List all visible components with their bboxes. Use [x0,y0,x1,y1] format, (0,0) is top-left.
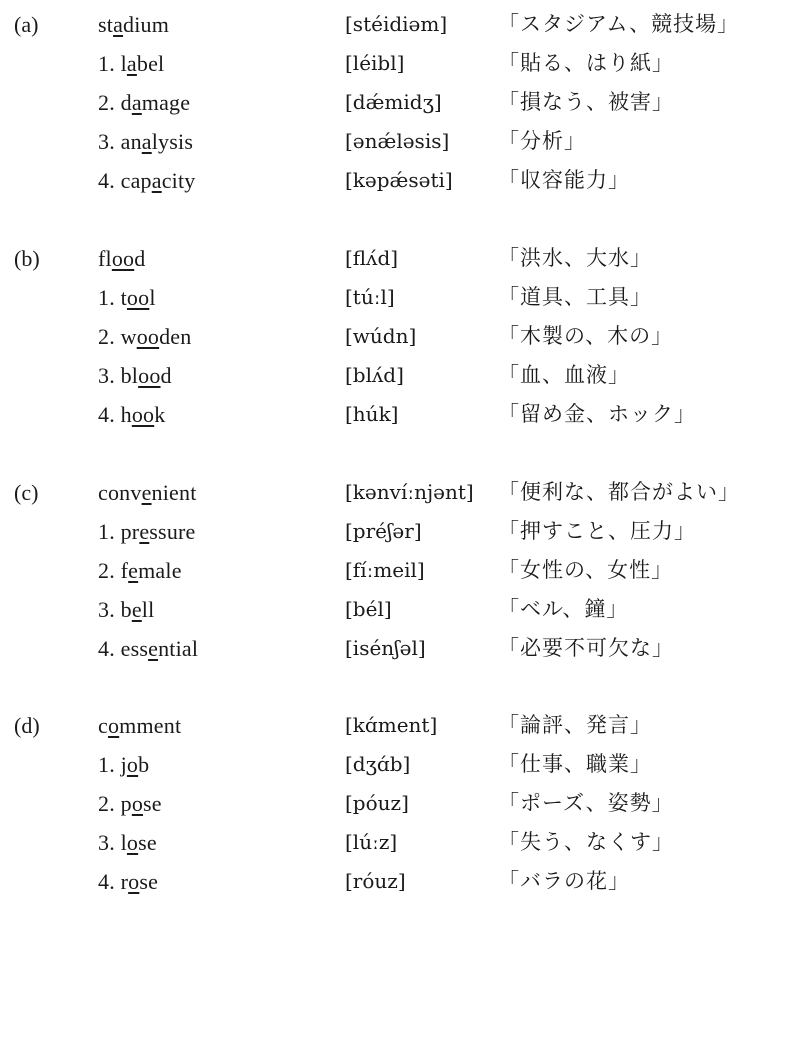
pronunciation: [blʌ́d] [345,363,404,387]
japanese-meaning: 「分析」 [498,129,586,153]
choice-word: 2. wooden [98,324,192,349]
japanese-meaning: 「押すこと、圧力」 [498,519,696,543]
choice-row [0,745,800,784]
headword: flood [98,246,146,271]
choice-row [0,551,800,590]
japanese-meaning: 「女性の、女性」 [498,558,674,582]
pronunciation: [kəpǽsəti] [345,168,453,192]
pronunciation: [húk] [345,402,399,426]
choice-row [0,83,800,122]
japanese-meaning: 「道具、工具」 [498,285,652,309]
choice-word: 3. bell [98,597,155,622]
japanese-meaning: 「洪水、大水」 [498,246,652,270]
japanese-meaning: 「失う、なくす」 [498,830,674,854]
choice-word: 1. tool [98,285,156,310]
pronunciation: [túːl] [345,285,395,309]
japanese-meaning: 「必要不可欠な」 [498,636,674,660]
japanese-meaning: 「損なう、被害」 [498,90,674,114]
choice-word: 2. female [98,558,182,583]
underlined-vowel: a [126,51,137,76]
choice-row [0,161,800,200]
underlined-vowel: a [131,90,142,115]
underlined-vowel: oo [131,402,155,427]
section-label: (a) [14,12,39,37]
headword: convenient [98,480,197,505]
underlined-vowel: e [148,636,159,661]
choice-word: 1. job [98,752,150,777]
headword-row [0,706,800,745]
choice-row [0,356,800,395]
section-d [0,706,800,901]
choice-word: 3. blood [98,363,172,388]
choice-row [0,278,800,317]
pronunciation: [dǽmidʒ] [345,90,442,114]
pronunciation: [kənvíːnjənt] [345,480,474,504]
choice-row [0,122,800,161]
choice-word: 2. pose [98,791,162,816]
pronunciation: [stéidiəm] [345,12,448,36]
underlined-vowel: e [128,558,139,583]
section-label: (b) [14,246,40,271]
choice-word: 2. damage [98,90,191,115]
japanese-meaning: 「貼る、はり紙」 [498,51,674,75]
choice-row [0,823,800,862]
choice-row [0,629,800,668]
japanese-meaning: 「便利な、都合がよい」 [498,480,740,504]
choice-row [0,590,800,629]
choice-word: 4. essential [98,636,199,661]
section-a [0,5,800,200]
underlined-vowel: oo [126,285,150,310]
headword-row [0,239,800,278]
underlined-vowel: oo [111,246,135,271]
japanese-meaning: 「バラの花」 [498,869,630,893]
japanese-meaning: 「ポーズ、姿勢」 [498,791,674,815]
pronunciation: [ənǽləsis] [345,129,450,153]
underlined-vowel: e [141,480,152,505]
pronunciation: [préʃər] [345,519,422,543]
underlined-vowel: o [126,752,139,777]
choice-row [0,862,800,901]
underlined-vowel: o [107,713,120,738]
japanese-meaning: 「論評、発言」 [498,713,652,737]
pronunciation: [dʒɑ́b] [345,752,411,776]
underlined-vowel: o [128,869,140,894]
choice-row [0,784,800,823]
pronunciation: [bél] [345,597,392,621]
underlined-vowel: a [141,129,152,154]
section-label: (d) [14,713,40,738]
choice-word: 4. capacity [98,168,196,193]
underlined-vowel: o [131,791,144,816]
pronunciation: [léibl] [345,51,405,75]
section-b [0,239,800,434]
pronunciation: [fíːmeil] [345,558,425,582]
headword: comment [98,713,182,738]
choice-row [0,317,800,356]
choice-word: 1. pressure [98,519,196,544]
choice-word: 4. hook [98,402,166,427]
japanese-meaning: 「スタジアム、競技場」 [498,12,740,36]
choice-word: 1. label [98,51,165,76]
headword-row [0,473,800,512]
japanese-meaning: 「仕事、職業」 [498,752,652,776]
underlined-vowel: e [131,597,142,622]
choice-row [0,512,800,551]
choice-word: 3. lose [98,830,157,855]
japanese-meaning: 「留め金、ホック」 [498,402,696,426]
pronunciation: [róuz] [345,869,406,893]
japanese-meaning: 「血、血液」 [498,363,630,387]
japanese-meaning: 「ベル、鐘」 [498,597,629,621]
pronunciation: [lúːz] [345,830,398,854]
underlined-vowel: a [113,12,124,37]
pronunciation: [isénʃəl] [345,636,426,660]
japanese-meaning: 「木製の、木の」 [498,324,674,348]
section-label: (c) [14,480,39,505]
underlined-vowel: e [139,519,150,544]
pronunciation: [flʌ́d] [345,246,399,270]
pronunciation: [kɑ́ment] [345,713,438,737]
pronunciation: [póuz] [345,791,409,815]
underlined-vowel: oo [138,363,161,388]
underlined-vowel: a [151,168,162,193]
section-c [0,473,800,668]
choice-word: 3. analysis [98,129,194,154]
underlined-vowel: o [126,830,139,855]
headword-row [0,5,800,44]
pronunciation: [wúdn] [345,324,417,348]
japanese-meaning: 「収容能力」 [498,168,630,192]
choice-row [0,395,800,434]
underlined-vowel: oo [136,324,160,349]
headword: stadium [98,12,170,37]
choice-row [0,44,800,83]
choice-word: 4. rose [98,869,159,894]
